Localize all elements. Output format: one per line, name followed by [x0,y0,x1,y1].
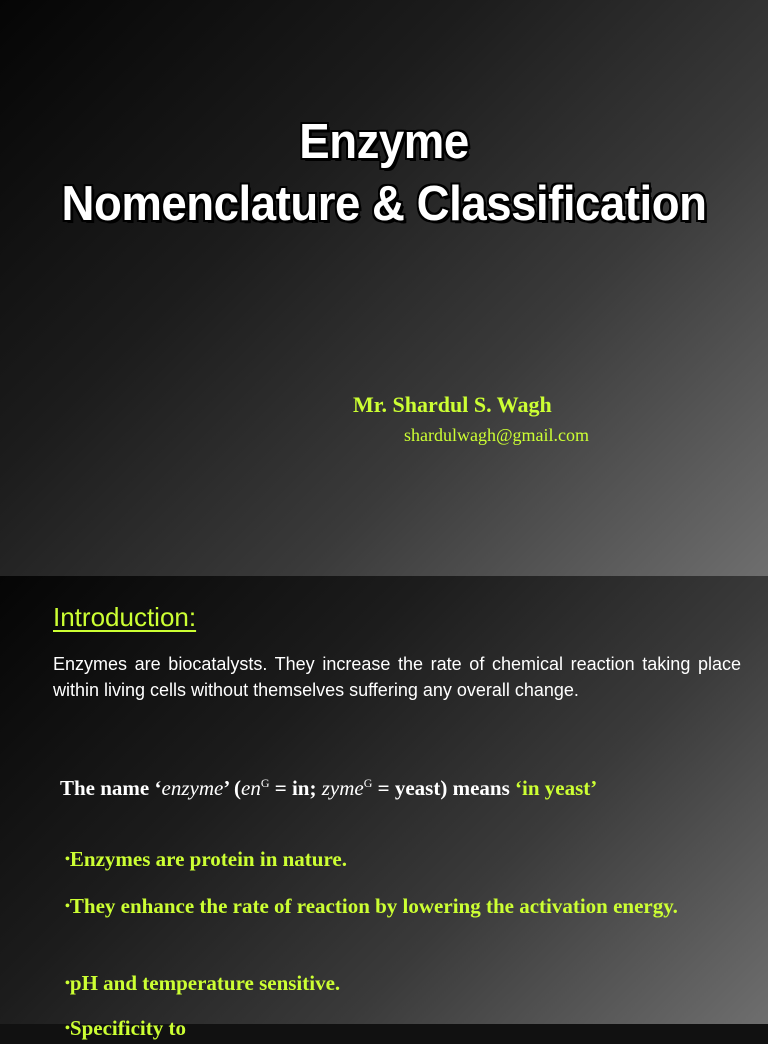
etymology-zyme-sup: G [363,776,373,790]
bullet-item [65,844,755,875]
author-name: Mr. Shardul S. Wagh [353,392,552,417]
bullet-item [65,968,755,999]
etymology-after-term: ’ ( [223,776,241,800]
bullet-text: pH and temperature sensitive. [69,971,341,995]
etymology-en-rest: = in; [269,776,322,800]
bullet-item [65,891,755,922]
bullet-marker: • [65,899,70,914]
etymology-zyme-rest: = yeast) means [372,776,516,800]
etymology-en: en [241,776,261,800]
bullet-text: Enzymes are protein in nature. [69,847,347,871]
etymology-en-sup: G [260,776,270,790]
section-heading: Introduction: [53,602,197,632]
etymology-term: enzyme [161,776,224,800]
etymology-line [60,776,597,801]
bullet-marker: • [65,852,70,867]
slide-title-line-2: Nomenclature & Classification [61,177,707,231]
author-email: shardulwagh@gmail.com [404,425,590,445]
bullet-text: Specificity to [69,1016,186,1040]
bullet-item [65,1013,755,1044]
bullet-text: They enhance the rate of reaction by lowering the activation energy. [69,894,678,918]
etymology-prefix: The name ‘ [60,776,162,800]
introduction-slide [0,576,768,1040]
intro-paragraph: Enzymes are biocatalysts. They increase the rate of chemical reaction taking place within living cells without themselves suffering any overall change. [53,654,741,700]
bullet-marker: • [65,1021,70,1036]
slide-title-line-1: Enzyme [299,115,469,169]
etymology-highlight: ‘in yeast’ [515,776,598,800]
bullet-marker: • [65,976,70,991]
etymology-zyme: zyme [321,776,364,800]
